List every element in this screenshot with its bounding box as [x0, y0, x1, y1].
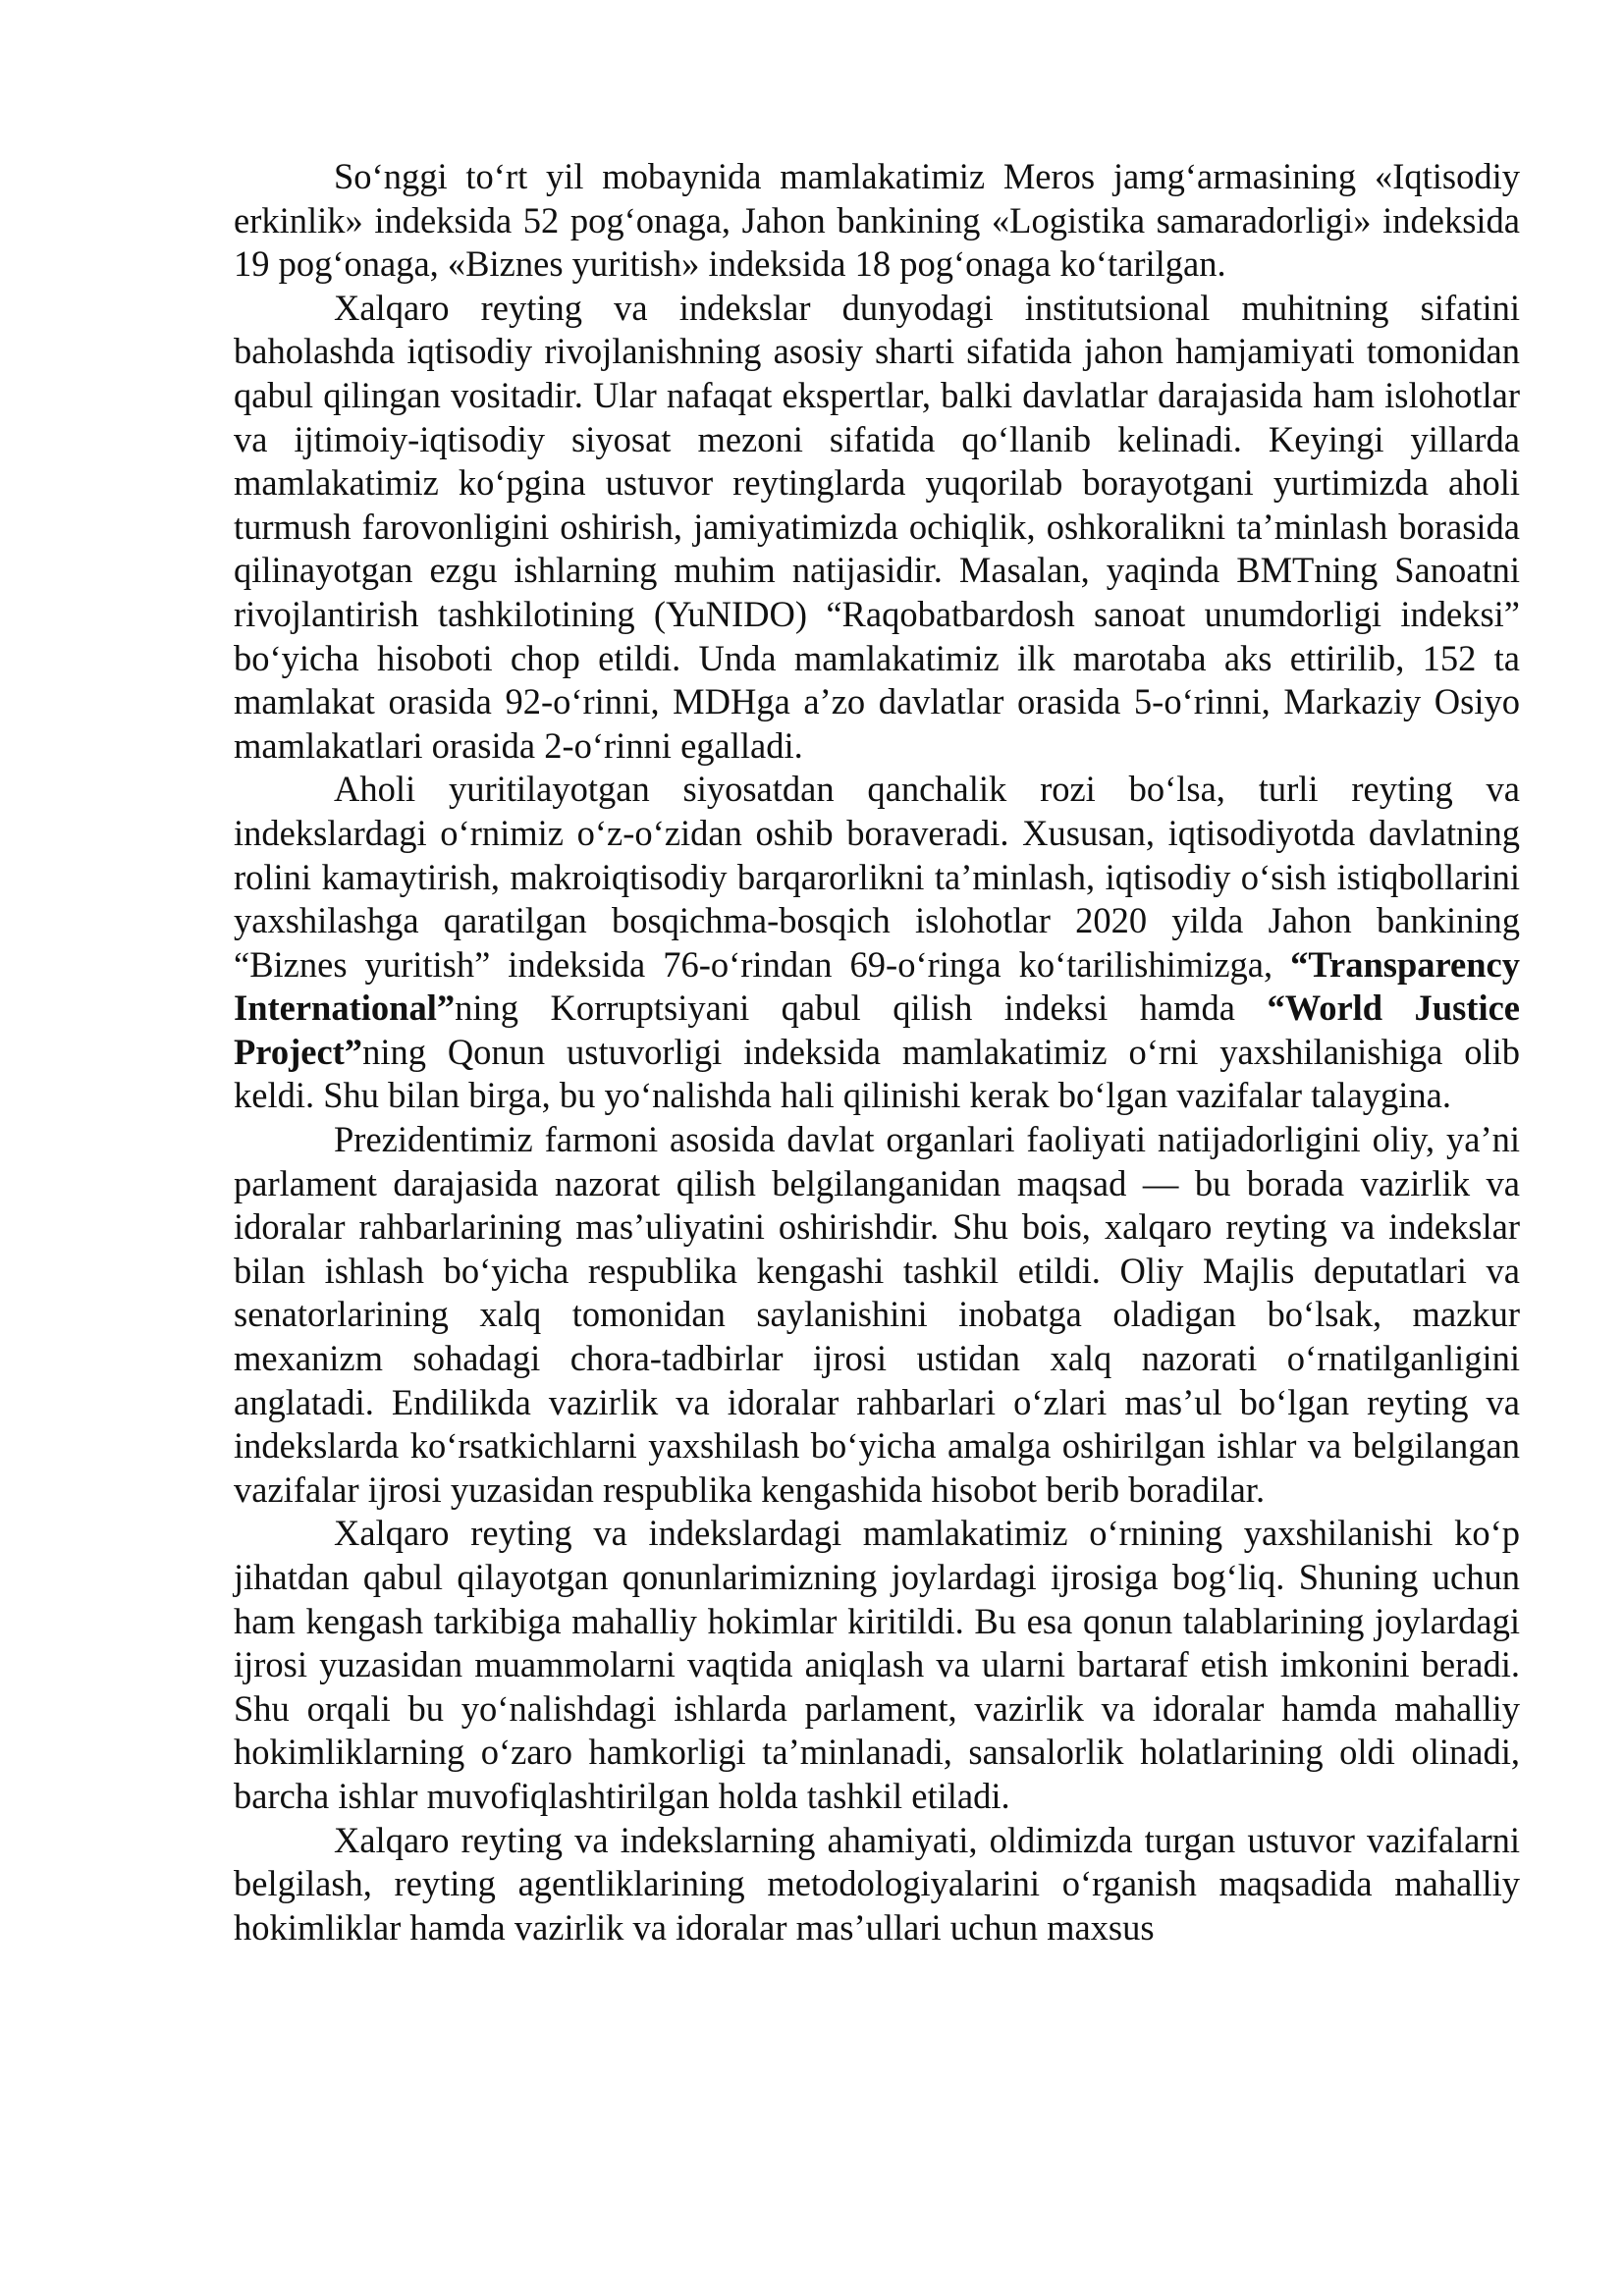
paragraph-presidential-decree	[234, 1118, 1520, 1512]
paragraph-rating-growth	[234, 155, 1520, 287]
paragraph-text: ning Qonun ustuvorligi indeksida mamlakatimiz o‘rni yaxshilanishiga olib keldi. Shu bilan birga, bu yo‘nalishda hali qilinishi kerak bo‘lgan vazifalar talaygina.	[234, 1031, 1520, 1116]
paragraph-local-governors	[234, 1512, 1520, 1818]
paragraph-text: ning Korruptsiyani qabul qilish indeksi hamda	[455, 988, 1268, 1029]
paragraph-text: Prezidentimiz farmoni asosida davlat organlari faoliyati natijadorligini oliy, ya’ni parlament darajasida nazorat qilish belgilanganidan maqsad — bu borada vazirlik va idoralar rahbarlarining mas’uliyatini oshirishdir. Shu bois, xalqaro reyting va indekslar bilan ishlash bo‘yicha respublika kengashi tashkil etildi. Oliy Majlis deputatlari va senatorlarining xalq tomonidan saylanishini inobatga oladigan bo‘lsak, mazkur mexanizm sohadagi chora-tadbirlar ijrosi ustidan xalq nazorati o‘rnatilganligini anglatadi. Endilikda vazirlik va idoralar rahbarlari o‘zlari mas’ul bo‘lgan reyting va indekslarda ko‘rsatkichlarni yaxshilash bo‘yicha amalga oshirilgan ishlar va belgilangan vazifalar ijrosi yuzasidan respublika kengashida hisobot berib boradilar.	[234, 1119, 1520, 1510]
paragraph-international-ratings	[234, 287, 1520, 769]
paragraph-public-satisfaction	[234, 768, 1520, 1118]
paragraph-text: Xalqaro reyting va indekslarning ahamiyati, oldimizda turgan ustuvor vazifalarni belgilash, reyting agentliklarining metodologiyalarini o‘rganish maqsadida mahalliy hokimliklar hamda vazirlik va idoralar mas’ullari uchun maxsus	[234, 1819, 1520, 1948]
paragraph-text: So‘nggi to‘rt yil mobaynida mamlakatimiz Meros jamg‘armasining «Iqtisodiy erkinlik» indeksida 52 pog‘onaga, Jahon bankining «Logistika samaradorligi» indeksida 19 pog‘onaga, «Biznes yuritish» indeksida 18 pog‘onaga ko‘tarilgan.	[234, 156, 1520, 285]
paragraph-importance-of-ratings	[234, 1819, 1520, 1950]
paragraph-text: Xalqaro reyting va indekslardagi mamlakatimiz o‘rnining yaxshilanishi ko‘p jihatdan qabul qilayotgan qonunlarimizning joylardagi ijrosiga bog‘liq. Shuning uchun ham kengash tarkibiga mahalliy hokimlar kiritildi. Bu esa qonun talablarining joylardagi ijrosi yuzasidan muammolarni vaqtida aniqlash va ularni bartaraf etish imkonini beradi. Shu orqali bu yo‘nalishdagi ishlarda parlament, vazirlik va idoralar hamda mahalliy hokimliklarning o‘zaro hamkorligi ta’minlanadi, sansalorlik holatlarining oldi olinadi, barcha ishlar muvofiqlashtirilgan holda tashkil etiladi.	[234, 1513, 1520, 1816]
paragraph-text: Aholi yuritilayotgan siyosatdan qanchalik rozi bo‘lsa, turli reyting va indekslardagi o‘rnimiz o‘z-o‘zidan oshib boraveradi. Xususan, iqtisodiyotda davlatning rolini kamaytirish, makroiqtisodiy barqarorlikni ta’minlash, iqtisodiy o‘sish istiqbollarini yaxshilashga qaratilgan bosqichma-bosqich islohotlar 2020 yilda Jahon bankining “Biznes yuritish” indeksida 76-o‘rindan 69-o‘ringa ko‘tarilishimizga,	[234, 769, 1520, 985]
document-page	[234, 155, 1520, 1949]
paragraph-text: Xalqaro reyting va indekslar dunyodagi institutsional muhitning sifatini baholashda iqtisodiy rivojlanishning asosiy sharti sifatida jahon hamjamiyati tomonidan qabul qilingan vositadir. Ular nafaqat ekspertlar, balki davlatlar darajasida ham islohotlar va ijtimoiy-iqtisodiy siyosat mezoni sifatida qo‘llanib kelinadi. Keyingi yillarda mamlakatimiz ko‘pgina ustuvor reytinglarda yuqorilab borayotgani yurtimizda aholi turmush farovonligini oshirish, jamiyatimizda ochiqlik, oshkoralikni ta’minlash borasida qilinayotgan ezgu ishlarning muhim natijasidir. Masalan, yaqinda BMTning Sanoatni rivojlantirish tashkilotining (YuNIDO) “Raqobatbardosh sanoat unumdorligi indeksi” bo‘yicha hisoboti chop etildi. Unda mamlakatimiz ilk marotaba aks ettirilib, 152 ta mamlakat orasida 92-o‘rinni, MDHga a’zo davlatlar orasida 5-o‘rinni, Markaziy Osiyo mamlakatlari orasida 2-o‘rinni egalladi.	[234, 287, 1520, 766]
world-justice-project-name: “World Justice Project”	[234, 988, 1520, 1072]
transparency-international-name: “Transparency International”	[234, 943, 1520, 1029]
